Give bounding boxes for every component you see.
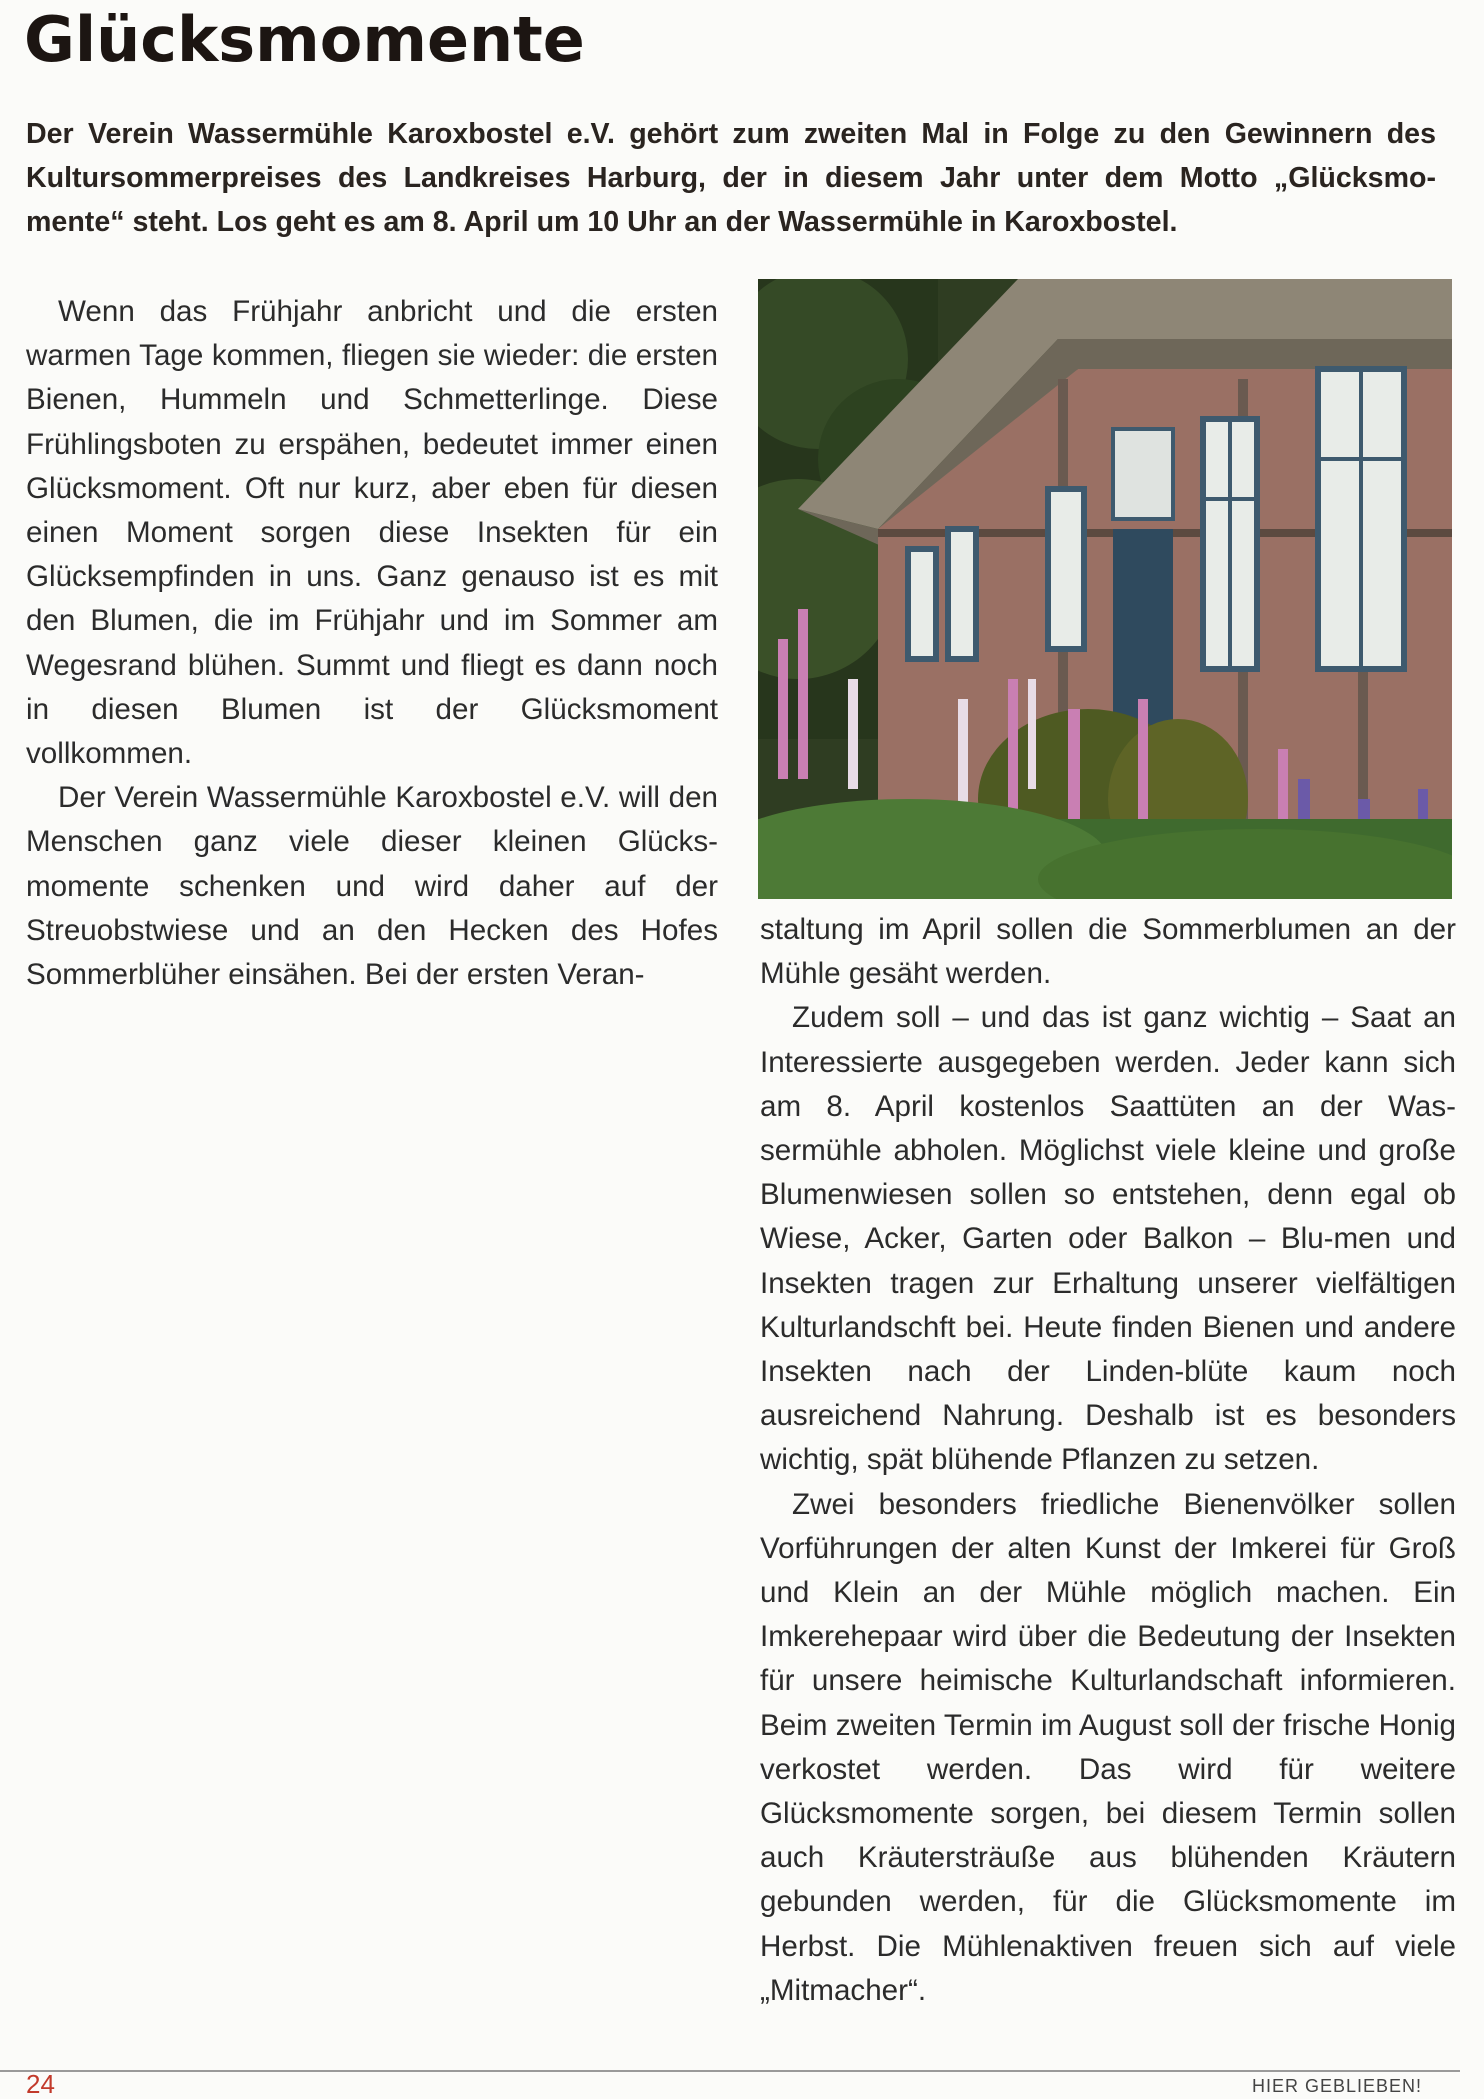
paragraph-5: Zwei besonders friedliche Bienenvölker sollen Vorführungen der alten Kunst der Imkerei für Groß und Klein an der Mühle möglich machen. Ein Imkerehepaar wird über die Bedeutung der Insekten für unsere heimische Kulturlandschaft informieren. Beim zweiten Termin im August soll der frische Honig verkostet werden. Das wird für weitere Glücksmomente sorgen, bei diesem Termin sollen auch Kräutersträuße aus blühenden Kräutern gebunden werden, für die Glücksmomente im Herbst. Die Mühlenaktiven freuen sich auf viele „Mitmacher“. (760, 1487, 1456, 2007)
section-tag: HIER GEBLIEBEN! (1252, 2076, 1423, 2096)
article-title: Glücksmomente (24, 3, 585, 76)
paragraph-3: staltung im April sollen die Sommerblumen an der Mühle gesäht werden. (760, 913, 1456, 991)
paragraph-1: Wenn das Frühjahr anbricht und die ersten warmen Tage kommen, fliegen sie wieder: die ersten Bienen, Hummeln und Schmetterlinge. Diese Frühlingsboten zu erspähen, bedeutet immer einen Glücksmoment. Oft nur kurz, aber eben für diesen einen Moment sorgen diese Insekten für ein Glücksempfinden in uns. Ganz genauso ist es mit den Blumen, die im Frühjahr und im Sommer am Wegesrand blühen. Summt und fliegt es dann noch in diesen Blumen ist der Glücksmoment vollkommen. (26, 295, 718, 771)
paragraph-2: Der Verein Wassermühle Karoxbostel e.V. will den Menschen ganz viele dieser kleinen Glücks-momente schenken und wird daher auf der Streuobstwiese und an den Hecken des Hofes Sommerblüher einsähen. Bei der ersten Veran- (26, 781, 718, 992)
article-lead: Der Verein Wassermühle Karoxbostel e.V. gehört zum zweiten Mal in Folge zu den Gewinnern des Kultursommerpreises des Landkreises Harburg, der in diesem Jahr unter dem Motto „Glücksmo-mente“ steht. Los geht es am 8. April um 10 Uhr an der Wassermühle in Karoxbostel. (26, 118, 1436, 238)
page-number: 24 (26, 2069, 55, 2099)
footer-divider (0, 2070, 1460, 2072)
paragraph-4: Zudem soll – und das ist ganz wichtig – Saat an Interessierte ausgegeben werden. Jeder kann sich am 8. April kostenlos Saattüten an der Was-sermühle abholen. Möglichst viele kleine und große Blumenwiesen sollen so entstehen, denn egal ob Wiese, Acker, Garten oder Balkon – Blu-men und Insekten tragen zur Erhaltung unserer vielfältigen Kulturlandschft bei. Heute finden Bienen und andere Insekten nach der Linden-blüte kaum noch ausreichend Nahrung. Deshalb ist es besonders wichtig, spät blühende Pflanzen zu setzen. (760, 1001, 1456, 1477)
text-column-left (26, 290, 718, 997)
half-timbered-house-photo (758, 279, 1452, 899)
text-column-right (760, 908, 1456, 2013)
